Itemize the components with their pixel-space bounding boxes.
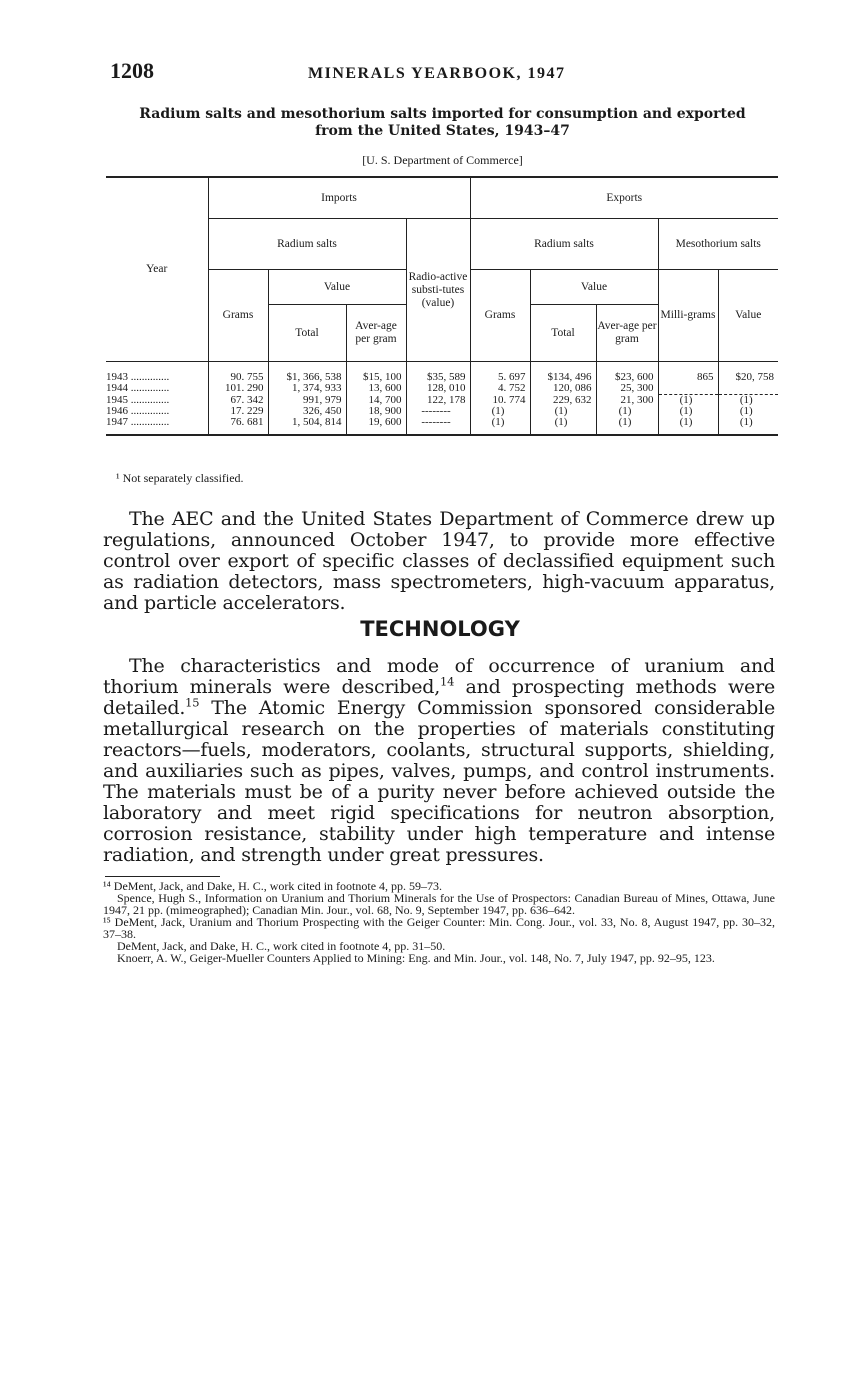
cell-imports-average: 14, 700 xyxy=(346,395,406,407)
table-source: [U. S. Department of Commerce] xyxy=(362,153,523,167)
paragraph-technology xyxy=(103,656,775,866)
footnote-15: ¹⁵ DeMent, Jack, Uranium and Thorium Prospecting with the Geiger Counter: Min. Cong. Jour., vol. 33, No. 8, August 1947, pp. 30–32, 37–38. xyxy=(103,915,775,941)
cell-meso-milligrams: (1) xyxy=(658,406,718,417)
cell-imports-total: 991, 979 xyxy=(268,395,346,407)
cell-exports-total: $134, 496 xyxy=(530,362,596,384)
table-title-line2: from the United States, 1943–47 xyxy=(315,123,570,139)
cell-exports-grams: (1) xyxy=(470,406,530,417)
header-radioactive-substitutes: Radio-active substi-tutes (value) xyxy=(406,219,470,362)
cell-imports-grams: 76. 681 xyxy=(208,417,268,435)
header-exports-grams: Grams xyxy=(470,270,530,362)
cell-imports-total: 1, 374, 933 xyxy=(268,383,346,395)
cell-imports-average: $15, 100 xyxy=(346,362,406,384)
cell-exports-total: (1) xyxy=(530,406,596,417)
cell-imports-total: $1, 366, 538 xyxy=(268,362,346,384)
cell-imports-average: 13, 600 xyxy=(346,383,406,395)
cell-meso-value xyxy=(718,383,778,395)
table-row xyxy=(106,383,778,395)
cell-exports-average: 25, 300 xyxy=(596,383,658,395)
table-title xyxy=(105,106,780,140)
footnote-15-dement: DeMent, Jack, and Dake, H. C., work cited in footnote 4, pp. 31–50. xyxy=(117,939,446,953)
paragraph-technology-part1: The characteristics and mode of occurrence of uranium and thorium minerals were described, xyxy=(103,655,775,698)
header-imports-average: Aver-age per gram xyxy=(346,305,406,362)
cell-meso-milligrams: 865 xyxy=(658,362,718,384)
cell-meso-value: (1) xyxy=(718,406,778,417)
cell-exports-grams: 4. 752 xyxy=(470,383,530,395)
header-milligrams: Milli-grams xyxy=(658,270,718,362)
cell-exports-average: $23, 600 xyxy=(596,362,658,384)
cell-imports-grams: 90. 755 xyxy=(208,362,268,384)
table-body xyxy=(106,362,778,436)
footnote-15-knoerr: Knoerr, A. W., Geiger-Mueller Counters Applied to Mining: Eng. and Min. Jour., vol. 148, No. 7, July 1947, pp. 92–95, 123. xyxy=(117,951,715,965)
cell-exports-grams: 10. 774 xyxy=(470,395,530,407)
header-exports-average: Aver-age per gram xyxy=(596,305,658,362)
header-exports-value: Value xyxy=(530,270,658,305)
footnote-ref-14: 14 xyxy=(440,674,455,689)
header-mesothorium-salts: Mesothorium salts xyxy=(658,219,778,270)
cell-exports-average: (1) xyxy=(596,417,658,435)
cell-imports-grams: 67. 342 xyxy=(208,395,268,407)
cell-year: 1945 .............. xyxy=(106,393,170,406)
footnote-14: ¹⁴ DeMent, Jack, and Dake, H. C., work cited in footnote 4, pp. 59–73. xyxy=(103,879,443,893)
header-imports-radium-salts: Radium salts xyxy=(208,219,406,270)
cell-imports-total: 326, 450 xyxy=(268,406,346,417)
footnote-ref-15: 15 xyxy=(185,695,200,710)
cell-imports-average: 18, 900 xyxy=(346,406,406,417)
running-title: MINERALS YEARBOOK, 1947 xyxy=(308,65,566,82)
header-imports: Imports xyxy=(208,177,470,219)
cell-imports-average: 19, 600 xyxy=(346,417,406,435)
footnote-rule xyxy=(105,876,220,877)
cell-exports-grams: 5. 697 xyxy=(470,362,530,384)
footnote-14-spence: Spence, Hugh S., Information on Uranium and Thorium Minerals for the Use of Prospectors: Canadian Bureau of Mines, Ottawa, June 1947, 21 pp. (mimeographed); Canadian Min. Jour., vol. 68, No. 9, September 1947, pp. 636–642. xyxy=(103,891,775,917)
cell-meso-value: (1) xyxy=(718,395,778,407)
table-row xyxy=(106,417,778,435)
paragraph-technology-part3: The Atomic Energy Commission sponsored considerable metallurgical research on the properties of materials constituting reactors—fuels, moderators, coolants, structural supports, shielding, and auxiliaries such as pipes, valves, pumps, and control instruments. The materials must be of a purity never before achieved outside the laboratory and meet rigid specifications for neutron absorption, corrosion resistance, stability under high temperature and intense radiation, and strength under great pressures. xyxy=(103,697,775,866)
header-exports: Exports xyxy=(470,177,778,219)
cell-exports-average: 21, 300 xyxy=(596,395,658,407)
cell-radioactive-value: $35, 589 xyxy=(406,362,470,384)
footnotes xyxy=(103,880,775,964)
cell-radioactive-value: -------- xyxy=(406,417,470,435)
cell-exports-total: 229, 632 xyxy=(530,395,596,407)
header-year: Year xyxy=(106,177,208,362)
cell-radioactive-value: -------- xyxy=(406,406,470,417)
cell-exports-grams: (1) xyxy=(470,417,530,435)
page-number: 1208 xyxy=(110,58,154,83)
header-imports-total: Total xyxy=(268,305,346,362)
cell-imports-grams: 17. 229 xyxy=(208,406,268,417)
table-footnote: ¹ Not separately classified. xyxy=(116,471,244,485)
header-exports-total: Total xyxy=(530,305,596,362)
table-title-line1: Radium salts and mesothorium salts imported for consumption and exported xyxy=(139,106,746,122)
header-imports-value: Value xyxy=(268,270,406,305)
cell-year: 1943 .............. xyxy=(106,371,170,383)
cell-year: 1947 .............. xyxy=(106,417,208,435)
cell-exports-average: (1) xyxy=(596,406,658,417)
cell-radioactive-value: 128, 010 xyxy=(406,383,470,395)
cell-year: 1946 .............. xyxy=(106,405,170,417)
header-meso-value: Value xyxy=(718,270,778,362)
paragraph-technology-part2: and prospecting methods were detailed. xyxy=(103,676,776,719)
section-heading-technology: TECHNOLOGY xyxy=(360,617,520,641)
cell-exports-total: (1) xyxy=(530,417,596,435)
cell-meso-milligrams xyxy=(658,383,718,395)
paragraph-export-regulations: The AEC and the United States Department of Commerce drew up regulations, announced October 1947, to provide more effective control over export of specific classes of declassified equipment such as radiation detectors, mass spectrometers, high-vacuum apparatus, and particle accelerators. xyxy=(103,508,775,614)
cell-meso-value: (1) xyxy=(718,417,778,435)
cell-meso-value: $20, 758 xyxy=(718,362,778,384)
radium-trade-table xyxy=(106,176,778,436)
header-exports-radium-salts: Radium salts xyxy=(470,219,658,270)
table-row xyxy=(106,362,778,384)
cell-radioactive-value: 122, 178 xyxy=(406,395,470,407)
cell-meso-milligrams: (1) xyxy=(658,417,718,435)
cell-meso-milligrams: (1) xyxy=(658,395,718,407)
cell-imports-grams: 101. 290 xyxy=(208,383,268,395)
cell-imports-total: 1, 504, 814 xyxy=(268,417,346,435)
cell-exports-total: 120, 086 xyxy=(530,383,596,395)
header-imports-grams: Grams xyxy=(208,270,268,362)
cell-year: 1944 .............. xyxy=(106,382,170,394)
